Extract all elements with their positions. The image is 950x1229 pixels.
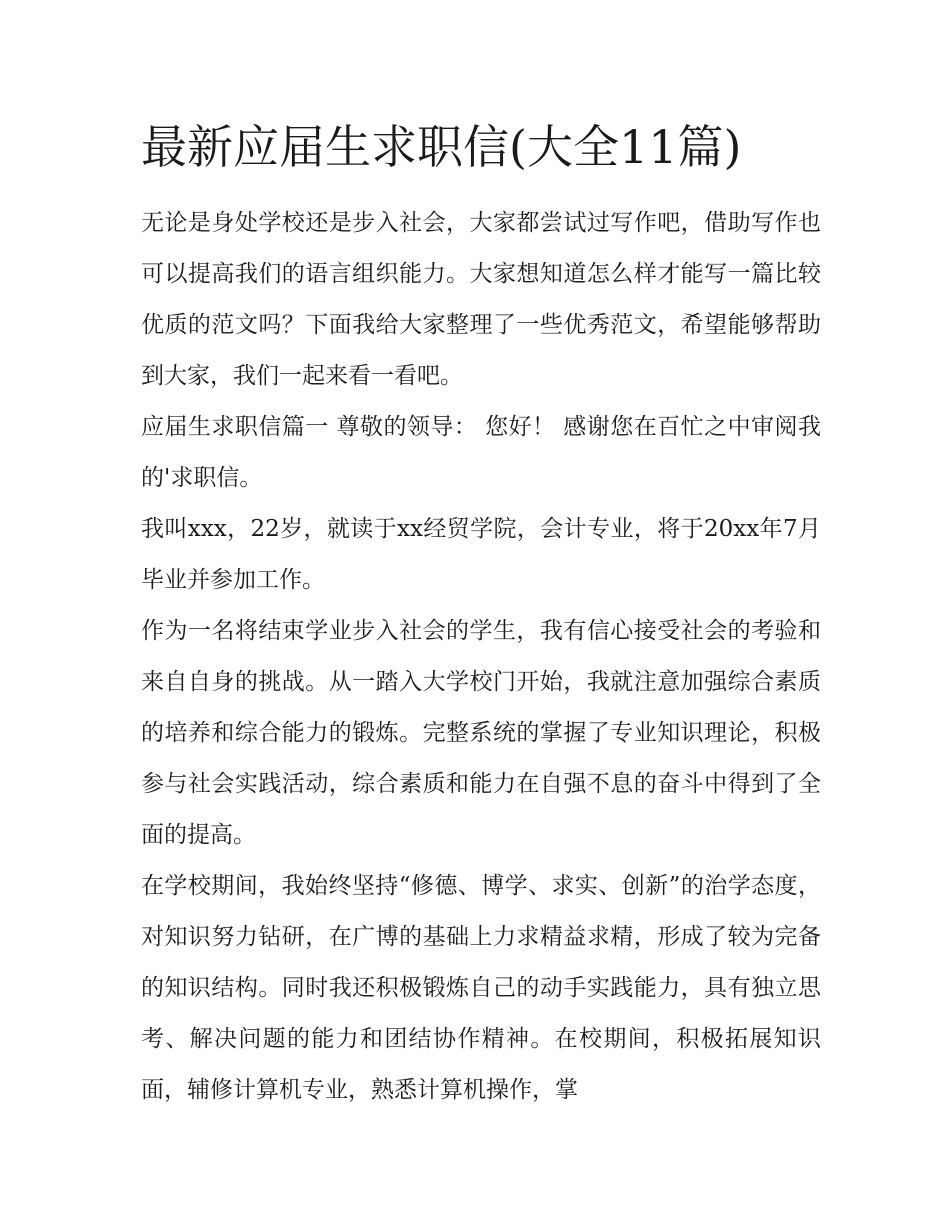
self-introduction-paragraph: 我叫xxx，22岁，就读于xx经贸学院，会计专业，将于20xx年7月毕业并参加工作。: [141, 516, 821, 593]
intro-paragraph: 无论是身处学校还是步入社会，大家都尝试过写作吧，借助写作也可以提高我们的语言组织能力。大家想知道怎么样才能写一篇比较优质的范文吗？下面我给大家整理了一些优秀范文，希望能够帮助到大家，我们一起来看一看吧。: [141, 210, 821, 389]
school-period-paragraph: 在学校期间，我始终坚持“修德、博学、求实、创新”的治学态度，对知识努力钻研，在广博的基础上力求精益求精，形成了较为完备的知识结构。同时我还积极锻炼自己的动手实践能力，具有独立思考、解决问题的能力和团结协作精神。在校期间，积极拓展知识面，辅修计算机专业，熟悉计算机操作，掌: [141, 873, 821, 1103]
letter-greeting-paragraph: 应届生求职信篇一 尊敬的领导： 您好！ 感谢您在百忙之中审阅我的'求职信。: [141, 414, 821, 491]
document-body: [141, 112, 821, 1116]
document-title: 最新应届生求职信(大全11篇): [141, 120, 742, 174]
study-experience-paragraph: 作为一名将结束学业步入社会的学生，我有信心接受社会的考验和来自自身的挑战。从一踏入大学校门开始，我就注意加强综合素质的培养和综合能力的锻炼。完整系统的掌握了专业知识理论，积极参与社会实践活动，综合素质和能力在自强不息的奋斗中得到了全面的提高。: [141, 618, 821, 848]
